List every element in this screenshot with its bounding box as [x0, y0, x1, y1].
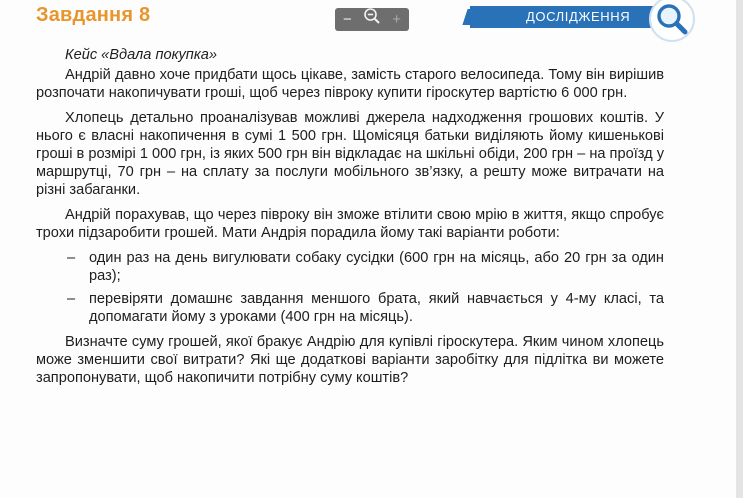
job-options-list: [36, 249, 664, 326]
list-item-text: один раз на день вигулювати собаку сусідки (600 грн на місяць, або 20 грн за один раз);: [89, 250, 664, 284]
zoom-plus-button[interactable]: +: [392, 11, 402, 28]
magnifier-icon: [648, 0, 696, 43]
zoom-toolbar: [335, 8, 409, 31]
bullet-dash: –: [67, 291, 76, 307]
zoom-out-icon[interactable]: [362, 7, 382, 32]
page-edge: [736, 0, 743, 498]
task-title: Завдання 8: [36, 4, 151, 26]
case-title: Кейс «Вдала покупка»: [65, 47, 217, 63]
list-item: [36, 249, 664, 285]
story-paragraph: Андрій давно хоче придбати щось цікаве, замість старого велосипеда. Тому він вирішив розпочати накопичувати гроші, щоб через півроку купити гіроскутер вартістю 6 000 грн.: [36, 67, 664, 101]
list-item-text: перевіряти домашнє завдання меншого брата, який навчається у 4-му класі, та допомагати йому з уроками (400 грн на місяць).: [89, 291, 664, 325]
bullet-dash: –: [67, 250, 76, 266]
income-paragraph: Хлопець детально проаналізував можливі джерела надходження грошових коштів. У нього є власні накопичення в сумі 1 500 грн. Щомісяця батьки виділяють йому кишенькові гроші в розмірі 1 000 грн, із яких 500 грн він відкладає на шкільні обіди, 200 грн – на проїзд у маршрутці, 70 грн – на сплату за послуги мобільного зв’язку, а решту може витрачати на різні забаганки.: [36, 110, 664, 198]
banner-label: ДОСЛІДЖЕННЯ: [526, 9, 631, 24]
task-content: [36, 46, 664, 394]
plan-paragraph: Андрій порахував, що через півроку він зможе втілити свою мрію в життя, якщо спробує трохи підзаробити грошей. Мати Андрія порадила йому такі варіанти роботи:: [36, 207, 664, 241]
zoom-minus-button[interactable]: −: [342, 11, 352, 28]
list-item: [36, 290, 664, 326]
question-paragraph: Визначте суму грошей, якої бракує Андрію для купівлі гіроскутера. Яким чином хлопець може зменшити свої витрати? Які ще додаткові варіанти заробітку для підлітка ви можете запропонувати, щоб накопичити потрібну суму коштів?: [36, 334, 664, 386]
